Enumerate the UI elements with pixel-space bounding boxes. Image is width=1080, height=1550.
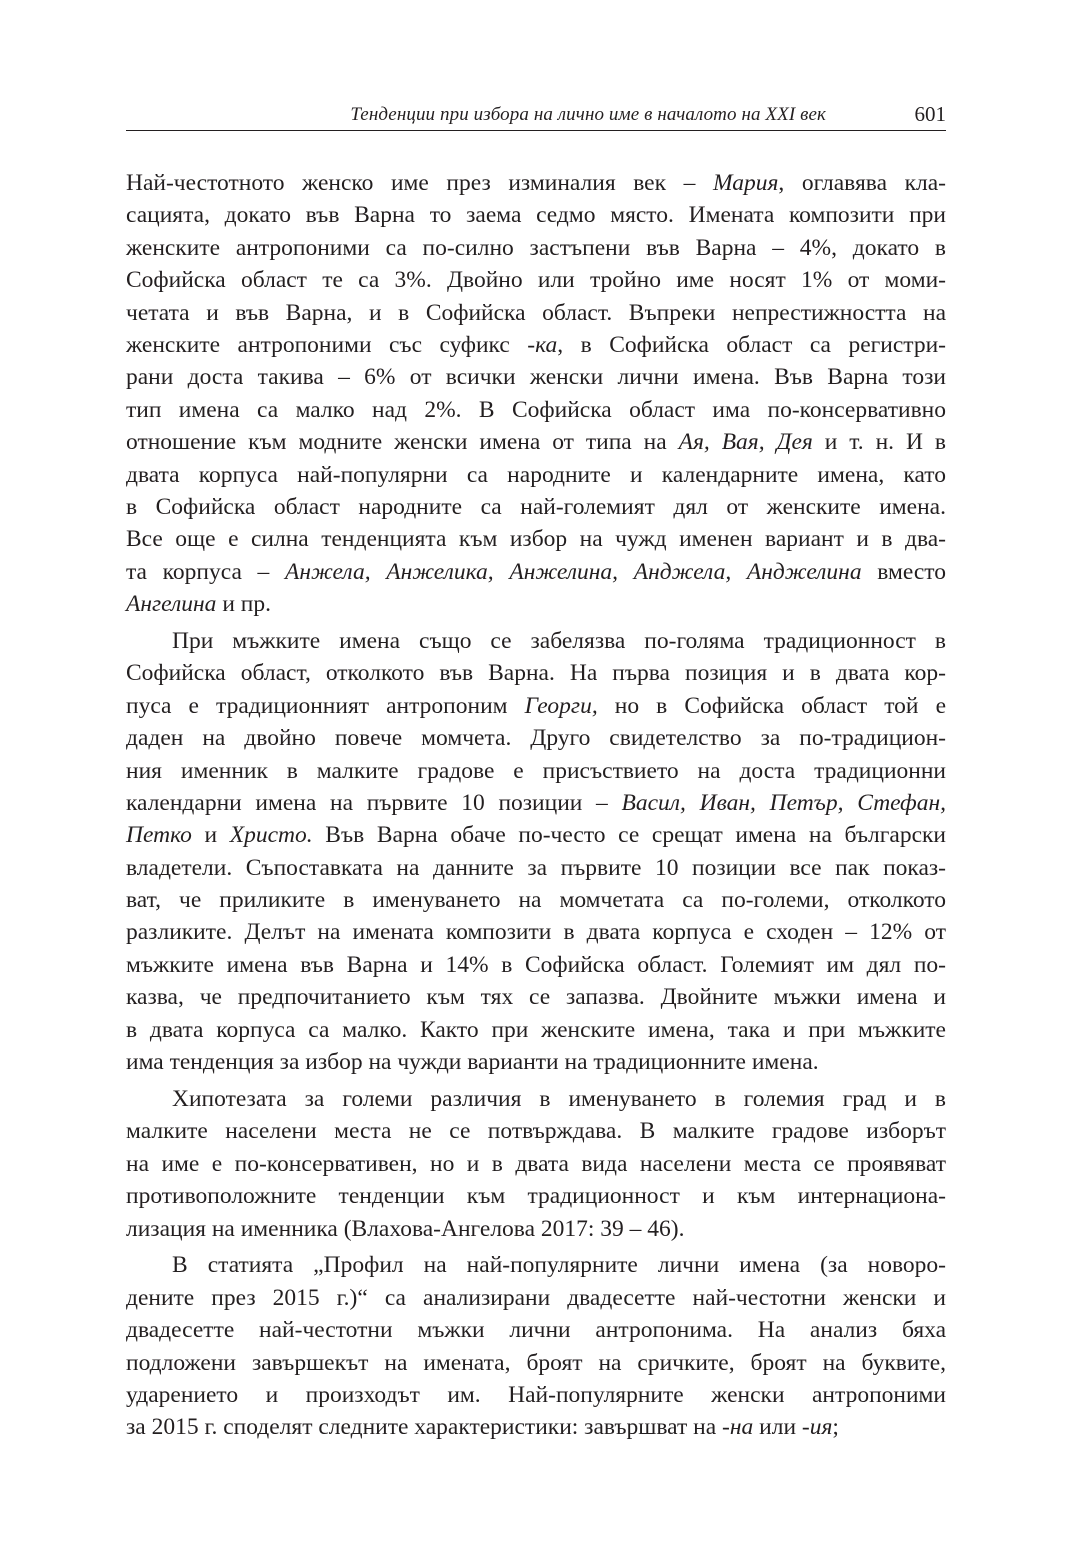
text-line: двадесетте най-честотни мъжки лични антропонима. На анализ бяха bbox=[126, 1317, 946, 1344]
running-title: Тенденции при избора на лично име в началото на XXI век bbox=[350, 104, 826, 125]
body-text bbox=[126, 167, 946, 1444]
text-line: При мъжките имена също се забелязва по-голяма традиционност в bbox=[172, 627, 946, 654]
running-header bbox=[126, 100, 946, 131]
text-line: женските антропоними са по-силно застъпени във Варна – 4%, докато в bbox=[126, 234, 946, 261]
text-line: та корпуса – Анжела, Анжелика, Анжелина, Анджела, Анджелина вместо bbox=[126, 558, 946, 585]
page-number: 601 bbox=[914, 102, 946, 126]
text-line: разликите. Делът на имената композити в двата корпуса е сходен – 12% от bbox=[126, 919, 946, 946]
text-line: Софийска област те са 3%. Двойно или тройно име носят 1% от моми- bbox=[126, 267, 946, 294]
text-line: В статията „Профил на най-популярните лични имена (за новоро- bbox=[172, 1252, 946, 1279]
text-line: в двата корпуса са малко. Както при женските имена, така и при мъжките bbox=[126, 1016, 946, 1043]
text-line: двата корпуса най-популярни са народните и календарните имена, като bbox=[126, 461, 946, 488]
text-line: Най-честотното женско име през изминалия век – Мария, оглавява кла- bbox=[126, 170, 946, 196]
text-line: Ангелина и пр. bbox=[126, 591, 271, 618]
text-line: календарни имена на първите 10 позиции – Васил, Иван, Петър, Стефан, bbox=[126, 789, 946, 816]
paragraph-4 bbox=[126, 1249, 946, 1443]
text-line: мъжките имена във Варна и 14% в Софийска област. Големият им дял по- bbox=[126, 951, 946, 978]
text-line: отношение към модните женски имена от типа на Ая, Вая, Дея и т. н. И в bbox=[126, 429, 946, 456]
text-line: Петко и Христо. Във Варна обаче по-често се срещат имена на български bbox=[126, 822, 947, 849]
text-line: малките населени места не се потвърждава. В малките градове изборът bbox=[126, 1118, 946, 1145]
text-line: лизация на именника (Влахова-Ангелова 2017: 39 – 46). bbox=[126, 1215, 685, 1242]
text-line: в Софийска област народните са най-големият дял от женските имена. bbox=[126, 493, 946, 520]
text-line: четата и във Варна, и в Софийска област. Въпреки непрестижността на bbox=[126, 299, 946, 326]
text-line: женските антропоними със суфикс -ка, в Софийска област са регистри- bbox=[126, 331, 946, 358]
text-line: за 2015 г. споделят следните характеристики: завършват на -на или -ия; bbox=[126, 1414, 839, 1441]
text-line: има тенденция за избор на чужди варианти на традиционните имена. bbox=[126, 1049, 819, 1076]
text-line: дените през 2015 г.)“ са анализирани двадесетте най-честотни женски и bbox=[126, 1284, 946, 1311]
text-line: даден на двойно повече момчета. Друго свидетелство за по-традицион- bbox=[126, 725, 946, 752]
text-line: владетели. Съпоставката на данните за първите 10 позиции все пак показ- bbox=[126, 854, 946, 881]
text-line: сацията, докато във Варна то заема седмо място. Имената композити при bbox=[126, 202, 946, 229]
text-line: пуса е традиционният антропоним Георги, но в Софийска област той е bbox=[126, 692, 947, 719]
text-line: ния именник в малките градове е присъствието на доста традиционни bbox=[126, 757, 946, 784]
text-line: Софийска област, отколкото във Варна. На първа позиция и в двата кор- bbox=[126, 660, 946, 687]
paragraph-2 bbox=[126, 625, 946, 1078]
text-line: ударението и произходът им. Най-популярните женски антропоними bbox=[126, 1381, 946, 1408]
text-line: противоположните тенденции към традиционност и към интернациона- bbox=[126, 1183, 946, 1210]
paragraph-1 bbox=[126, 167, 946, 620]
text-line: ват, че приликите в именуването на момчетата са по-големи, отколкото bbox=[126, 887, 946, 914]
text-line: Все още е силна тенденцията към избор на чужд именен вариант и в два- bbox=[126, 526, 946, 553]
text-line: на име е по-консервативен, но и в двата вида населени места се проявяват bbox=[126, 1150, 946, 1177]
text-line: подложени завършекът на имената, броят на сричките, броят на буквите, bbox=[126, 1349, 946, 1376]
text-line: рани доста такива – 6% от всички женски лични имена. Във Варна този bbox=[126, 364, 946, 391]
text-line: Хипотезата за големи различия в именуването в големия град и в bbox=[172, 1085, 946, 1112]
text-line: казва, че предпочитанието към тях се запазва. Двойните мъжки имена и bbox=[126, 984, 946, 1011]
text-line: тип имена са малко над 2%. В Софийска област има по-консервативно bbox=[126, 396, 946, 423]
paragraph-3 bbox=[126, 1083, 946, 1245]
